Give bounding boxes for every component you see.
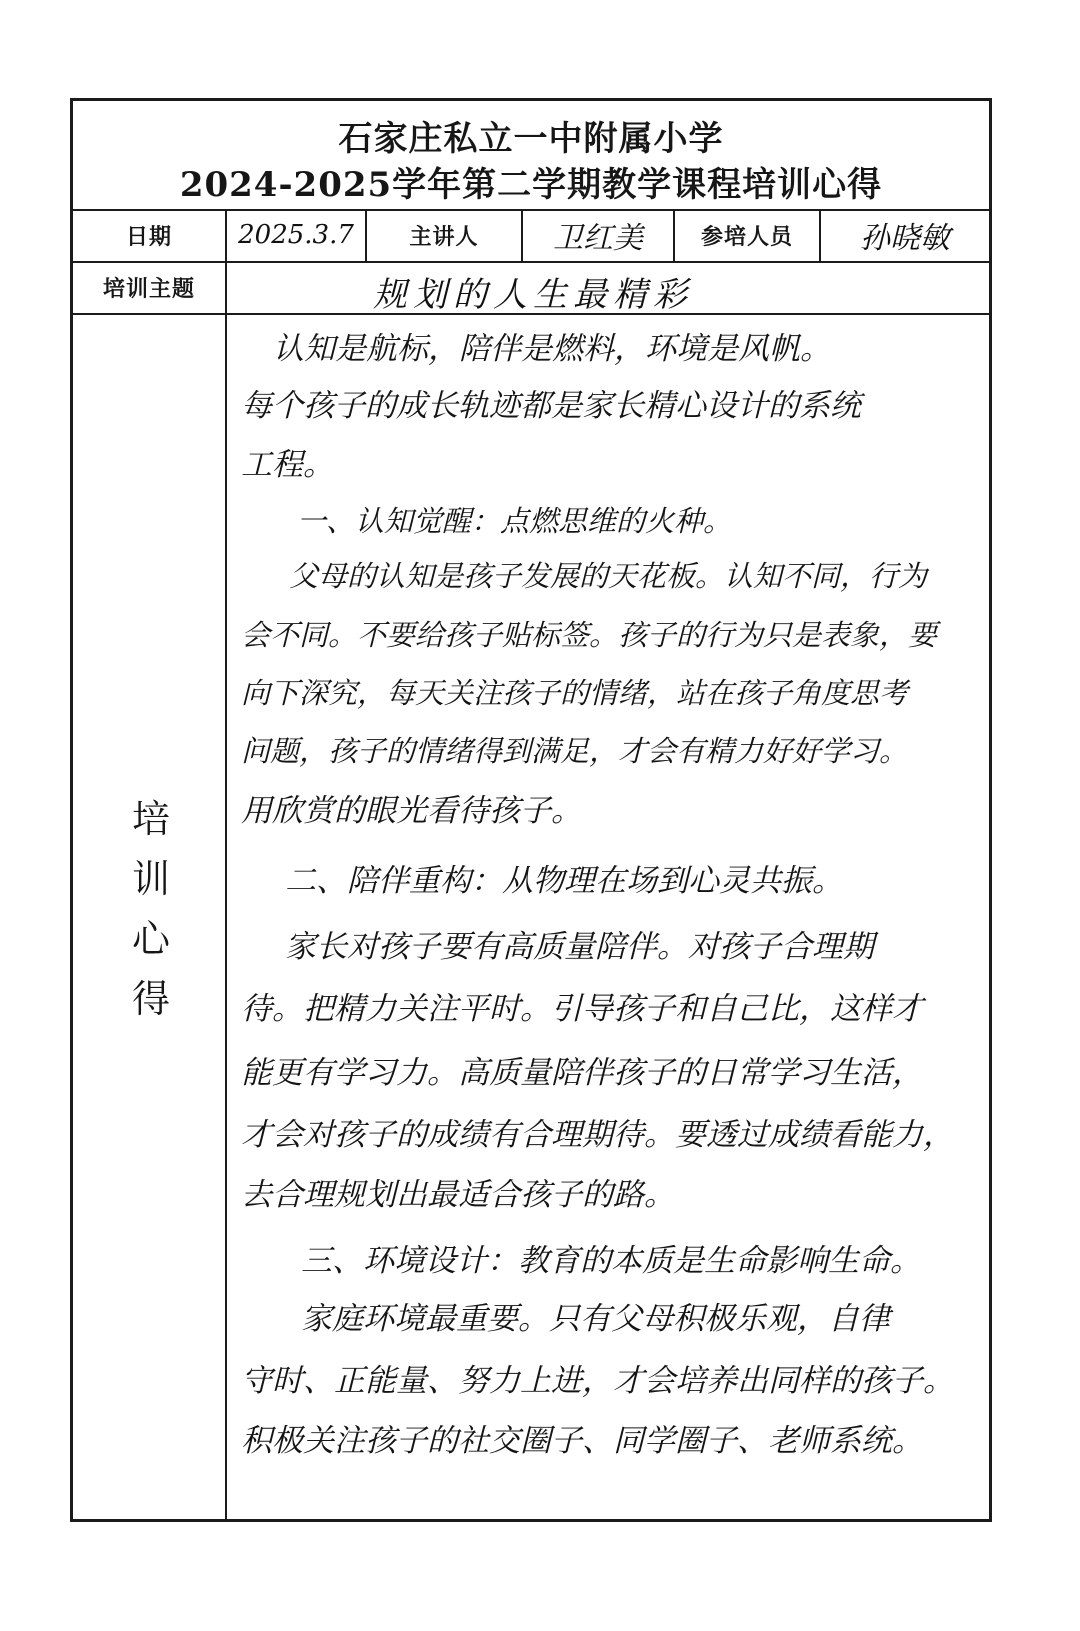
speaker-label: 主讲人	[409, 224, 479, 250]
date-value: 2025.3.7	[238, 220, 354, 250]
note-section-heading: 二、陪伴重构：从物理在场到心灵共振。	[285, 863, 843, 899]
note-line: 才会对孩子的成绩有合理期待。要透过成绩看能力，	[241, 1117, 954, 1153]
date-value-cell	[227, 209, 367, 261]
note-line: 向下深究，每天关注孩子的情绪，站在孩子角度思考	[241, 676, 909, 710]
note-line: 用欣赏的眼光看待孩子。	[241, 793, 582, 829]
note-line: 工程。	[241, 447, 334, 483]
topic-row	[73, 261, 989, 315]
note-line: 问题，孩子的情绪得到满足，才会有精力好好学习。	[241, 734, 909, 768]
note-line: 待。把精力关注平时。引导孩子和自己比，这样才	[241, 991, 923, 1027]
form-header	[73, 101, 989, 211]
topic-value: 规划的人生最精彩	[373, 275, 693, 315]
form-title: 2024-2025学年第二学期教学课程培训心得	[179, 165, 883, 205]
note-section-heading: 一、认知觉醒：点燃思维的火种。	[297, 504, 733, 538]
note-line: 守时、正能量、努力上进，才会培养出同样的孩子。	[241, 1363, 954, 1399]
note-line: 每个孩子的成长轨迹都是家长精心设计的系统	[241, 388, 861, 424]
topic-label: 培训主题	[102, 276, 195, 302]
note-line: 家庭环境最重要。只有父母积极乐观，自律	[301, 1301, 890, 1337]
training-form	[70, 98, 992, 1522]
speaker-label-cell	[367, 209, 523, 261]
note-line: 家长对孩子要有高质量陪伴。对孩子合理期	[285, 929, 874, 965]
date-label: 日期	[125, 224, 172, 250]
note-line: 积极关注孩子的社交圈子、同学圈子、老师系统。	[241, 1423, 923, 1459]
note-line: 能更有学习力。高质量陪伴孩子的日常学习生活，	[241, 1055, 923, 1091]
date-label-cell	[73, 209, 227, 261]
speaker-value: 卫红美	[553, 221, 643, 256]
note-line: 认知是航标，陪伴是燃料，环境是风帆。	[273, 331, 831, 367]
note-line: 去合理规划出最适合孩子的路。	[241, 1177, 675, 1213]
participant-value: 孙晓敏	[860, 221, 950, 256]
participant-label: 参培人员	[700, 224, 793, 250]
school-name: 石家庄私立一中附属小学	[338, 119, 724, 159]
note-line: 会不同。不要给孩子贴标签。孩子的行为只是表象，要	[241, 618, 938, 652]
note-line: 父母的认知是孩子发展的天花板。认知不同，行为	[289, 559, 928, 593]
notes-label: 培训心得	[131, 797, 170, 1021]
speaker-value-cell	[523, 209, 675, 261]
meta-row	[73, 209, 989, 263]
topic-label-cell	[73, 261, 227, 313]
participant-value-cell	[821, 209, 989, 261]
note-section-heading: 三、环境设计：教育的本质是生命影响生命。	[301, 1243, 921, 1279]
notes-row	[73, 313, 989, 1519]
notes-label-cell	[73, 313, 227, 1519]
participant-label-cell	[675, 209, 821, 261]
